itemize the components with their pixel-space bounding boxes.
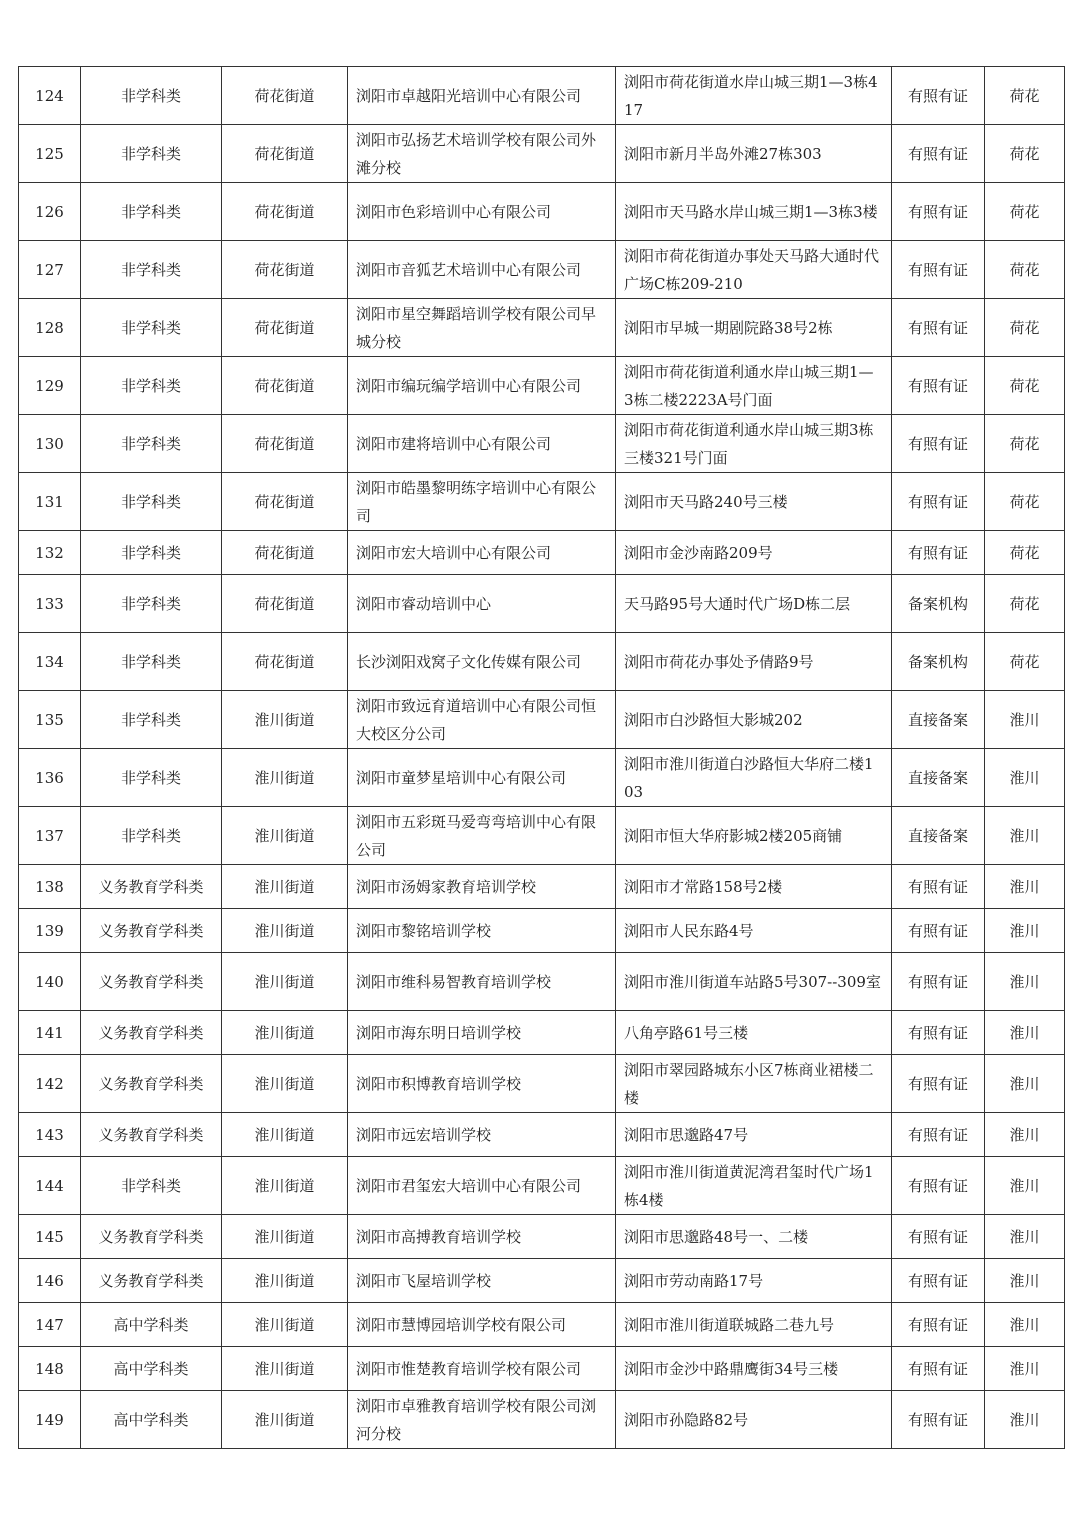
- license-type-cell: 有照有证: [892, 1157, 985, 1215]
- category-cell: 非学科类: [81, 575, 222, 633]
- license-type-cell: 有照有证: [892, 953, 985, 1011]
- table-row: [19, 357, 1065, 415]
- table-row: [19, 633, 1065, 691]
- address-cell: 浏阳市孙隐路82号: [616, 1391, 892, 1449]
- license-type-cell: 直接备案: [892, 691, 985, 749]
- area-cell: 淮川: [985, 953, 1065, 1011]
- institution-name-cell: 浏阳市君玺宏大培训中心有限公司: [348, 1157, 616, 1215]
- category-cell: 非学科类: [81, 241, 222, 299]
- table-row: [19, 1347, 1065, 1391]
- row-number: 129: [19, 357, 81, 415]
- license-type-cell: 有照有证: [892, 1259, 985, 1303]
- address-cell: 浏阳市荷花街道利通水岸山城三期1—3栋二楼2223A号门面: [616, 357, 892, 415]
- table-row: [19, 183, 1065, 241]
- area-cell: 荷花: [985, 531, 1065, 575]
- category-cell: 义务教育学科类: [81, 1215, 222, 1259]
- table-row: [19, 299, 1065, 357]
- row-number: 134: [19, 633, 81, 691]
- area-cell: 淮川: [985, 1055, 1065, 1113]
- row-number: 145: [19, 1215, 81, 1259]
- table-row: [19, 1391, 1065, 1449]
- row-number: 143: [19, 1113, 81, 1157]
- category-cell: 义务教育学科类: [81, 1055, 222, 1113]
- license-type-cell: 有照有证: [892, 531, 985, 575]
- license-type-cell: 有照有证: [892, 909, 985, 953]
- row-number: 124: [19, 67, 81, 125]
- address-cell: 浏阳市才常路158号2楼: [616, 865, 892, 909]
- license-type-cell: 直接备案: [892, 807, 985, 865]
- table-row: [19, 1113, 1065, 1157]
- license-type-cell: 有照有证: [892, 125, 985, 183]
- row-number: 149: [19, 1391, 81, 1449]
- area-cell: 荷花: [985, 575, 1065, 633]
- address-cell: 浏阳市早城一期剧院路38号2栋: [616, 299, 892, 357]
- table-row: [19, 1259, 1065, 1303]
- category-cell: 义务教育学科类: [81, 1259, 222, 1303]
- license-type-cell: 有照有证: [892, 241, 985, 299]
- category-cell: 非学科类: [81, 1157, 222, 1215]
- address-cell: 浏阳市人民东路4号: [616, 909, 892, 953]
- license-type-cell: 有照有证: [892, 1215, 985, 1259]
- table-row: [19, 1215, 1065, 1259]
- area-cell: 淮川: [985, 1011, 1065, 1055]
- area-cell: 淮川: [985, 1391, 1065, 1449]
- area-cell: 荷花: [985, 183, 1065, 241]
- street-cell: 淮川街道: [222, 691, 348, 749]
- institution-name-cell: 浏阳市弘扬艺术培训学校有限公司外滩分校: [348, 125, 616, 183]
- category-cell: 非学科类: [81, 633, 222, 691]
- street-cell: 荷花街道: [222, 125, 348, 183]
- street-cell: 荷花街道: [222, 473, 348, 531]
- category-cell: 非学科类: [81, 299, 222, 357]
- address-cell: 浏阳市金沙南路209号: [616, 531, 892, 575]
- area-cell: 淮川: [985, 807, 1065, 865]
- address-cell: 浏阳市思邈路48号一、二楼: [616, 1215, 892, 1259]
- street-cell: 淮川街道: [222, 1215, 348, 1259]
- category-cell: 义务教育学科类: [81, 865, 222, 909]
- address-cell: 浏阳市荷花办事处予倩路9号: [616, 633, 892, 691]
- row-number: 125: [19, 125, 81, 183]
- address-cell: 天马路95号大通时代广场D栋二层: [616, 575, 892, 633]
- address-cell: 浏阳市白沙路恒大影城202: [616, 691, 892, 749]
- institution-name-cell: 浏阳市卓越阳光培训中心有限公司: [348, 67, 616, 125]
- row-number: 127: [19, 241, 81, 299]
- institution-name-cell: 浏阳市惟楚教育培训学校有限公司: [348, 1347, 616, 1391]
- row-number: 139: [19, 909, 81, 953]
- category-cell: 非学科类: [81, 125, 222, 183]
- street-cell: 淮川街道: [222, 1011, 348, 1055]
- institution-name-cell: 浏阳市积博教育培训学校: [348, 1055, 616, 1113]
- address-cell: 浏阳市恒大华府影城2楼205商铺: [616, 807, 892, 865]
- area-cell: 淮川: [985, 691, 1065, 749]
- street-cell: 淮川街道: [222, 807, 348, 865]
- row-number: 140: [19, 953, 81, 1011]
- area-cell: 荷花: [985, 357, 1065, 415]
- address-cell: 浏阳市翠园路城东小区7栋商业裙楼二楼: [616, 1055, 892, 1113]
- street-cell: 淮川街道: [222, 1157, 348, 1215]
- address-cell: 浏阳市劳动南路17号: [616, 1259, 892, 1303]
- row-number: 148: [19, 1347, 81, 1391]
- table-row: [19, 1011, 1065, 1055]
- institution-name-cell: 浏阳市童梦星培训中心有限公司: [348, 749, 616, 807]
- area-cell: 淮川: [985, 1157, 1065, 1215]
- address-cell: 浏阳市荷花街道水岸山城三期1—3栋417: [616, 67, 892, 125]
- license-type-cell: 有照有证: [892, 1011, 985, 1055]
- address-cell: 浏阳市淮川街道车站路5号307--309室: [616, 953, 892, 1011]
- table-row: [19, 1157, 1065, 1215]
- category-cell: 高中学科类: [81, 1303, 222, 1347]
- license-type-cell: 有照有证: [892, 1113, 985, 1157]
- address-cell: 浏阳市天马路240号三楼: [616, 473, 892, 531]
- area-cell: 淮川: [985, 1113, 1065, 1157]
- table-row: [19, 415, 1065, 473]
- row-number: 126: [19, 183, 81, 241]
- category-cell: 非学科类: [81, 749, 222, 807]
- category-cell: 非学科类: [81, 807, 222, 865]
- area-cell: 荷花: [985, 67, 1065, 125]
- category-cell: 高中学科类: [81, 1347, 222, 1391]
- table-row: [19, 1055, 1065, 1113]
- row-number: 133: [19, 575, 81, 633]
- row-number: 141: [19, 1011, 81, 1055]
- institution-name-cell: 浏阳市汤姆家教育培训学校: [348, 865, 616, 909]
- street-cell: 荷花街道: [222, 241, 348, 299]
- institution-name-cell: 长沙浏阳戏窝子文化传媒有限公司: [348, 633, 616, 691]
- institution-name-cell: 浏阳市黎铭培训学校: [348, 909, 616, 953]
- category-cell: 非学科类: [81, 691, 222, 749]
- area-cell: 荷花: [985, 241, 1065, 299]
- area-cell: 淮川: [985, 865, 1065, 909]
- row-number: 130: [19, 415, 81, 473]
- category-cell: 高中学科类: [81, 1391, 222, 1449]
- table-row: [19, 125, 1065, 183]
- street-cell: 淮川街道: [222, 1259, 348, 1303]
- institution-name-cell: 浏阳市睿动培训中心: [348, 575, 616, 633]
- area-cell: 荷花: [985, 473, 1065, 531]
- row-number: 142: [19, 1055, 81, 1113]
- institution-name-cell: 浏阳市飞屋培训学校: [348, 1259, 616, 1303]
- row-number: 128: [19, 299, 81, 357]
- category-cell: 义务教育学科类: [81, 1011, 222, 1055]
- row-number: 131: [19, 473, 81, 531]
- license-type-cell: 有照有证: [892, 67, 985, 125]
- area-cell: 荷花: [985, 299, 1065, 357]
- license-type-cell: 有照有证: [892, 1347, 985, 1391]
- table-row: [19, 531, 1065, 575]
- row-number: 132: [19, 531, 81, 575]
- address-cell: 浏阳市荷花街道利通水岸山城三期3栋三楼321号门面: [616, 415, 892, 473]
- table-row: [19, 807, 1065, 865]
- category-cell: 非学科类: [81, 473, 222, 531]
- table-row: [19, 241, 1065, 299]
- license-type-cell: 有照有证: [892, 415, 985, 473]
- street-cell: 淮川街道: [222, 1055, 348, 1113]
- category-cell: 非学科类: [81, 183, 222, 241]
- area-cell: 淮川: [985, 749, 1065, 807]
- table-row: [19, 749, 1065, 807]
- row-number: 147: [19, 1303, 81, 1347]
- institution-name-cell: 浏阳市皓墨黎明练字培训中心有限公司: [348, 473, 616, 531]
- institution-name-cell: 浏阳市编玩编学培训中心有限公司: [348, 357, 616, 415]
- table-row: [19, 909, 1065, 953]
- address-cell: 浏阳市金沙中路鼎鹰街34号三楼: [616, 1347, 892, 1391]
- institution-name-cell: 浏阳市致远育道培训中心有限公司恒大校区分公司: [348, 691, 616, 749]
- street-cell: 荷花街道: [222, 575, 348, 633]
- category-cell: 非学科类: [81, 415, 222, 473]
- street-cell: 淮川街道: [222, 865, 348, 909]
- license-type-cell: 有照有证: [892, 473, 985, 531]
- area-cell: 淮川: [985, 909, 1065, 953]
- table-row: [19, 1303, 1065, 1347]
- license-type-cell: 直接备案: [892, 749, 985, 807]
- street-cell: 淮川街道: [222, 909, 348, 953]
- street-cell: 荷花街道: [222, 299, 348, 357]
- area-cell: 荷花: [985, 633, 1065, 691]
- area-cell: 淮川: [985, 1215, 1065, 1259]
- institution-name-cell: 浏阳市海东明日培训学校: [348, 1011, 616, 1055]
- address-cell: 浏阳市淮川街道联城路二巷九号: [616, 1303, 892, 1347]
- street-cell: 荷花街道: [222, 67, 348, 125]
- license-type-cell: 有照有证: [892, 299, 985, 357]
- street-cell: 荷花街道: [222, 531, 348, 575]
- category-cell: 义务教育学科类: [81, 909, 222, 953]
- address-cell: 浏阳市淮川街道黄泥湾君玺时代广场1栋4楼: [616, 1157, 892, 1215]
- institution-name-cell: 浏阳市建将培训中心有限公司: [348, 415, 616, 473]
- institution-name-cell: 浏阳市慧博园培训学校有限公司: [348, 1303, 616, 1347]
- address-cell: 浏阳市荷花街道办事处天马路大通时代广场C栋209-210: [616, 241, 892, 299]
- row-number: 146: [19, 1259, 81, 1303]
- street-cell: 淮川街道: [222, 1347, 348, 1391]
- address-cell: 八角亭路61号三楼: [616, 1011, 892, 1055]
- table-row: [19, 67, 1065, 125]
- category-cell: 非学科类: [81, 357, 222, 415]
- institution-name-cell: 浏阳市宏大培训中心有限公司: [348, 531, 616, 575]
- table-row: [19, 953, 1065, 1011]
- table-row: [19, 575, 1065, 633]
- institution-name-cell: 浏阳市五彩斑马爱弯弯培训中心有限公司: [348, 807, 616, 865]
- category-cell: 义务教育学科类: [81, 1113, 222, 1157]
- category-cell: 非学科类: [81, 67, 222, 125]
- license-type-cell: 有照有证: [892, 183, 985, 241]
- license-type-cell: 有照有证: [892, 357, 985, 415]
- row-number: 144: [19, 1157, 81, 1215]
- row-number: 137: [19, 807, 81, 865]
- license-type-cell: 有照有证: [892, 865, 985, 909]
- street-cell: 荷花街道: [222, 183, 348, 241]
- address-cell: 浏阳市天马路水岸山城三期1—3栋3楼: [616, 183, 892, 241]
- institution-name-cell: 浏阳市维科易智教育培训学校: [348, 953, 616, 1011]
- street-cell: 淮川街道: [222, 953, 348, 1011]
- street-cell: 淮川街道: [222, 1303, 348, 1347]
- area-cell: 淮川: [985, 1347, 1065, 1391]
- street-cell: 淮川街道: [222, 749, 348, 807]
- area-cell: 淮川: [985, 1303, 1065, 1347]
- row-number: 138: [19, 865, 81, 909]
- license-type-cell: 备案机构: [892, 633, 985, 691]
- area-cell: 淮川: [985, 1259, 1065, 1303]
- street-cell: 淮川街道: [222, 1113, 348, 1157]
- street-cell: 荷花街道: [222, 357, 348, 415]
- table-body: [19, 67, 1065, 1449]
- table-row: [19, 473, 1065, 531]
- street-cell: 荷花街道: [222, 633, 348, 691]
- institution-name-cell: 浏阳市高搏教育培训学校: [348, 1215, 616, 1259]
- area-cell: 荷花: [985, 415, 1065, 473]
- area-cell: 荷花: [985, 125, 1065, 183]
- institution-name-cell: 浏阳市星空舞蹈培训学校有限公司早城分校: [348, 299, 616, 357]
- institution-name-cell: 浏阳市色彩培训中心有限公司: [348, 183, 616, 241]
- street-cell: 淮川街道: [222, 1391, 348, 1449]
- institution-name-cell: 浏阳市卓雅教育培训学校有限公司浏河分校: [348, 1391, 616, 1449]
- license-type-cell: 有照有证: [892, 1303, 985, 1347]
- category-cell: 义务教育学科类: [81, 953, 222, 1011]
- address-cell: 浏阳市新月半岛外滩27栋303: [616, 125, 892, 183]
- license-type-cell: 有照有证: [892, 1055, 985, 1113]
- address-cell: 浏阳市思邈路47号: [616, 1113, 892, 1157]
- institution-name-cell: 浏阳市远宏培训学校: [348, 1113, 616, 1157]
- street-cell: 荷花街道: [222, 415, 348, 473]
- row-number: 135: [19, 691, 81, 749]
- institution-table: [18, 66, 1065, 1449]
- table-row: [19, 691, 1065, 749]
- category-cell: 非学科类: [81, 531, 222, 575]
- institution-name-cell: 浏阳市音狐艺术培训中心有限公司: [348, 241, 616, 299]
- row-number: 136: [19, 749, 81, 807]
- table-row: [19, 865, 1065, 909]
- address-cell: 浏阳市淮川街道白沙路恒大华府二楼103: [616, 749, 892, 807]
- license-type-cell: 有照有证: [892, 1391, 985, 1449]
- license-type-cell: 备案机构: [892, 575, 985, 633]
